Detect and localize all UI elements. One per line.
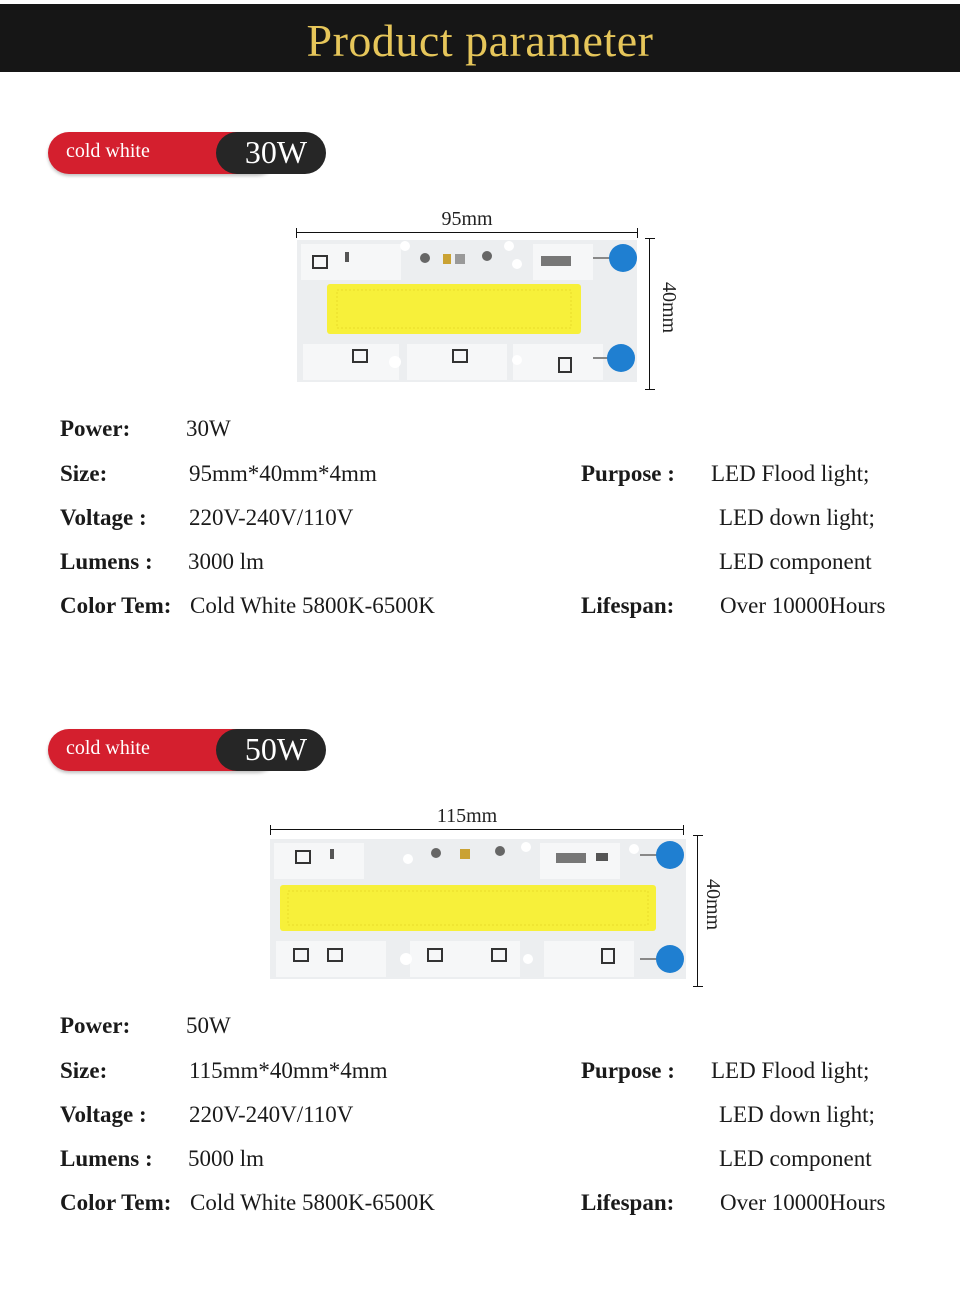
width-dimension-label: 95mm <box>441 208 493 230</box>
spec-voltage-label: Voltage : <box>60 1102 147 1127</box>
height-dimension-label: 40mm <box>658 282 680 334</box>
page-title: Product parameter <box>306 15 654 66</box>
spec-purpose-value-2: LED down light; <box>719 1102 875 1127</box>
spec-color-label: Color Tem: <box>60 1190 172 1215</box>
spec-purpose-label: Purpose : <box>581 1058 675 1083</box>
cob-led-board-image <box>297 240 637 382</box>
width-dimension-label: 115mm <box>436 805 498 827</box>
cob-led-board-image <box>270 839 686 979</box>
spec-purpose-label: Purpose : <box>581 461 675 486</box>
spec-size-label: Size: <box>60 1058 108 1083</box>
spec-voltage-value: 220V-240V/110V <box>189 505 354 530</box>
spec-purpose-value-1: LED Flood light; <box>711 1058 870 1083</box>
spec-voltage-value: 220V-240V/110V <box>189 1102 354 1127</box>
height-dimension-line <box>645 238 655 390</box>
watt-tag: 50W <box>244 731 308 767</box>
spec-lumens-label: Lumens : <box>60 549 153 574</box>
watt-tag-bg <box>216 132 326 174</box>
watt-tag: 30W <box>244 134 308 170</box>
product-section-50w <box>0 729 960 1289</box>
variant-tag <box>48 132 308 174</box>
variant-tag <box>48 729 308 771</box>
spec-power-value: 50W <box>186 1013 231 1038</box>
spec-size-value: 95mm*40mm*4mm <box>189 461 377 486</box>
spec-color-value: Cold White 5800K-6500K <box>190 593 435 618</box>
watt-tag-bg <box>216 729 326 771</box>
spec-purpose-value-1: LED Flood light; <box>711 461 870 486</box>
spec-size-value: 115mm*40mm*4mm <box>189 1058 388 1083</box>
spec-voltage-label: Voltage : <box>60 505 147 530</box>
spec-lumens-label: Lumens : <box>60 1146 153 1171</box>
spec-color-value: Cold White 5800K-6500K <box>190 1190 435 1215</box>
product-section-30w <box>0 132 960 692</box>
spec-lifespan-label: Lifespan: <box>581 1190 675 1215</box>
spec-purpose-value-3: LED component <box>719 1146 872 1171</box>
spec-color-label: Color Tem: <box>60 593 172 618</box>
height-dimension-label: 40mm <box>702 879 724 931</box>
color-tag: cold white <box>66 737 150 759</box>
spec-power-label: Power: <box>60 1013 131 1038</box>
spec-size-label: Size: <box>60 461 108 486</box>
spec-purpose-value-2: LED down light; <box>719 505 875 530</box>
spec-lifespan-value: Over 10000Hours <box>720 1190 886 1215</box>
spec-lumens-value: 5000 lm <box>188 1146 265 1171</box>
spec-lifespan-value: Over 10000Hours <box>720 593 886 618</box>
header-banner <box>0 4 960 72</box>
spec-power-value: 30W <box>186 416 231 441</box>
color-tag: cold white <box>66 140 150 162</box>
spec-purpose-value-3: LED component <box>719 549 872 574</box>
spec-lifespan-label: Lifespan: <box>581 593 675 618</box>
spec-power-label: Power: <box>60 416 131 441</box>
spec-lumens-value: 3000 lm <box>188 549 265 574</box>
